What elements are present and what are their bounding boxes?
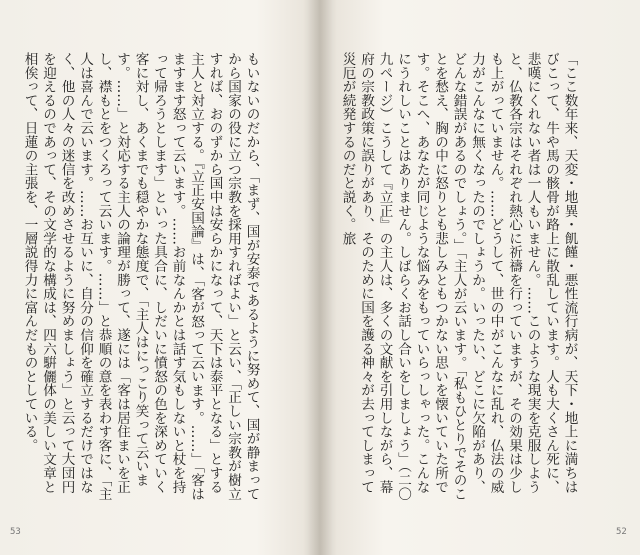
left-page [20,52,295,502]
right-page [338,52,620,502]
right-page-body: 「ここ数年来、天変・地異・飢饉・悪性流行病が、天下・地上に満ちはびこって、牛や馬の骸骨が路上に散乱しています。人も大くさん死に、悲嘆にくれない者は一人もいません。……このような現実を克服しようと、仏教各宗はそれぞれ熱心に祈禱を行っていますが、その効果は少しも上がっていません。……どうして、世の中がこんなに乱れ、仏法の威力がこんなに無くなったのでしょうか。いったい、どこに欠陥があり、どんな錯誤があるのでしょう。」「主人が云います。「私もひとりでそのことを愁え、胸の中に怒りとも悲しみともつかない思いを懐いていた所です。そこへ、あなたが同じような悩みをもっていらっしゃった。こんなにうれしいことはありません。しばらくお話し合いをしましょう」（二〇九ページ）こうして『立正』の主人は、多くの文献を引用しながら、幕府の宗教政策に誤りがあり、そのために国を護る神々が去ってしまって災厄が続発するのだと説く。旅 [339,52,578,501]
page-number-right: 52 [616,527,627,537]
right-page-text-block [338,52,579,502]
left-page-text-block [20,52,261,502]
book-gutter [303,0,337,555]
page-number-left: 53 [10,527,21,537]
left-page-body: もいないのだから、「まず、国が安泰であるように努めて、国が静まってから国家の役に立つ宗教を採用すればよい」と云い、「正しい宗教が樹立すれば、おのずから国中は安らかになって、天下は泰平となる」とする主人と対立する。『立正安国論』は、「客が怒って云います。……」「客はますます怒って云います。……お前なんかとは話す気もしないと杖を持って帰ろうとします」といった具合に、しだいに憤怒の色を深めていく客に対し、あくまでも穏やかな態度で、「主人はにっこり笑って云います。……」と対応する主人の論理が勝って、遂には「客は居住まいを正し、襟もとをつくろって云います。……」と恭順の意を表わす客に、「主人は喜んで云います。……お互いに、自分の信仰を確立するだけではなく、他の人々の迷信を改めさせるように努めましょう」と云って大団円を迎えるのであって、その文学的な構成は、四六騈儷体の美しい文章と相俟って、日蓮の主張を、一層説得力に富んだものとしている。 [21,52,260,501]
